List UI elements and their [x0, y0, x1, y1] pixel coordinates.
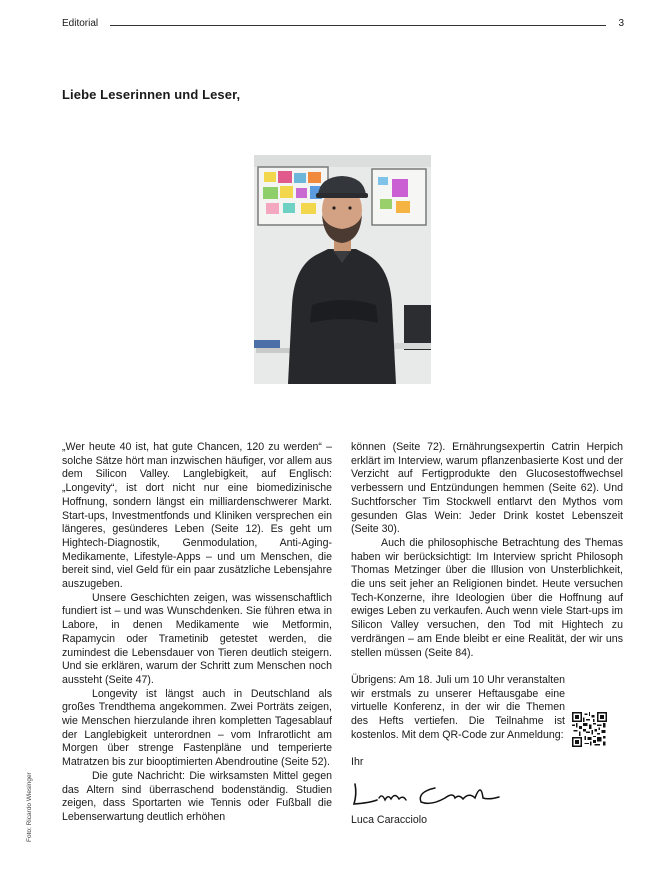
header-rule	[110, 25, 606, 26]
photo-credit: Foto: Ricardo Wiesinger	[26, 772, 33, 842]
qr-code-icon[interactable]	[572, 712, 607, 747]
closing-word: Ihr	[351, 756, 364, 769]
conference-notice	[351, 674, 623, 743]
paragraph: „Wer heute 40 ist, hat gute Chancen, 120 zu werden“ – solche Sätze hört man inzwischen häufiger, vor allem aus dem Silicon Valley. Langlebigkeit, auf Englisch: „Longevity“, ist dort nicht nur eine biomedizinische Hoffnung, sondern längst ein milliardenschwerer Markt. Start-ups, Investmentfonds und Kliniken versprechen ein längeres, gesünderes Leben (Seite 12). Es geht um Hightech-Diagnostik, Genmodulation, Anti-Aging-Medikamente, Lifestyle-Apps – und um Menschen, die bereit sind, viel Geld für ein paar zusätzliche Lebensjahre auszugeben.	[62, 441, 332, 591]
handwritten-signature	[351, 778, 501, 808]
paragraph: Die gute Nachricht: Die wirksamsten Mittel gegen das Altern sind überraschend bodenständig. Studien zeigen, dass Sportarten wie Tennis oder Fußball die Lebenserwartung deutlich erhöhen	[62, 769, 332, 823]
paragraph: Auch die philosophische Betrachtung des Themas haben wir berücksichtigt: Im Interview spricht Philosoph Thomas Metzinger über die Illusion von Unsterblichkeit, die uns seit jeher an Religionen bindet. Heute versuchen Tech-Konzerne, ihre Ideologien über die Hoffnung auf ewiges Leben zu verkaufen. Auch wenn viele Start-ups im Silicon Valley versuchen, den Tod mit Hightech zu verdrängen – am Ende bleibt er eine Realität, der wir uns stellen müssen (Seite 84).	[351, 536, 623, 659]
conference-text: Übrigens: Am 18. Juli um 10 Uhr veranstalten wir erstmals zu unserer Heftausgabe eine virtuelle Konferenz, in der wir die Themen des Hefts vertiefen. Die Teilnahme ist kostenlos. Mit dem QR-Code zur Anmeldung:	[351, 673, 565, 741]
section-label: Editorial	[62, 18, 99, 29]
author-name: Luca Caracciolo	[351, 813, 427, 826]
paragraph: Longevity ist längst auch in Deutschland als großes Trendthema angekommen. Zwei Porträts zeigen, wie Menschen hierzulande ihren kompletten Tagesablauf der Langlebigkeit unterordnen – vom Infrarotlicht am Morgen über strenge Fastenpläne und temperierte Matratzen bis zur biooptimierten Abendroutine (Seite 52).	[62, 687, 332, 769]
author-portrait-illustration	[254, 155, 431, 384]
text-column-right	[351, 441, 623, 828]
author-photo	[254, 155, 431, 384]
paragraph: Unsere Geschichten zeigen, was wissenschaftlich fundiert ist – und was Wunschdenken. Sie führen etwa in Labore, in denen Medikamente wie Metformin, Rapamycin oder Trametinib getestet werden, die zumindest die Lebensdauer von Tieren deutlich steigern. Und sie erklären, warum der Schritt zum Menschen noch aussteht (Seite 47).	[62, 591, 332, 686]
greeting-heading: Liebe Leserinnen und Leser,	[62, 87, 241, 102]
paragraph: können (Seite 72). Ernährungsexpertin Catrin Herpich erklärt im Interview, warum pflanzenbasierte Kost und der Verzicht auf Fertigprodukte den Glucosestoffwechsel verbessern und Entzündungen hemmen (Seite 62). Und Suchtforscher Tim Stockwell entlarvt den Mythos vom gesunden Glas Wein: Jeder Drink kostet Lebenszeit (Seite 30).	[351, 441, 623, 536]
running-header	[62, 16, 624, 36]
page-number: 3	[618, 18, 624, 29]
text-column-left	[62, 441, 332, 825]
